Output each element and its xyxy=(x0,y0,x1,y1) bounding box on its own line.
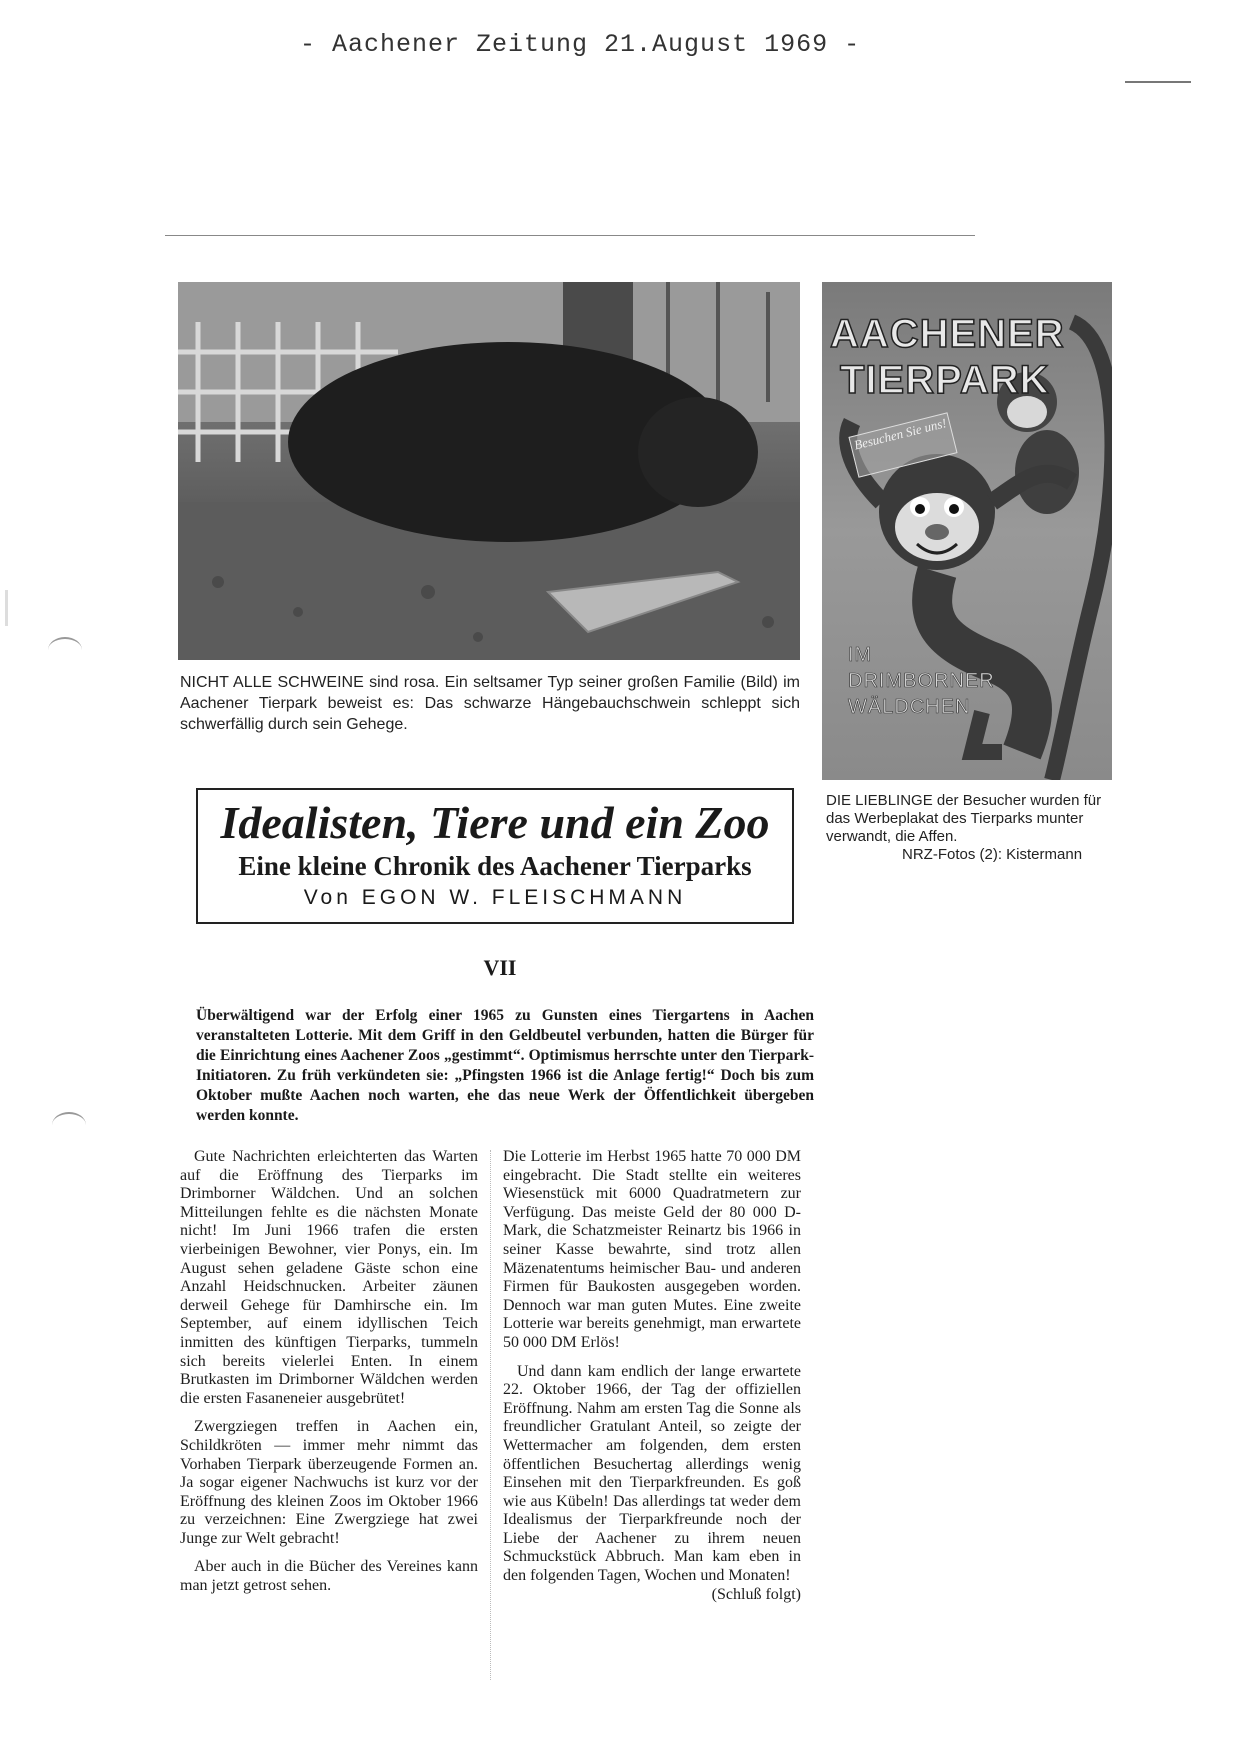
margin-mark xyxy=(5,590,8,626)
paragraph xyxy=(503,1362,801,1603)
clipping-edge-rule xyxy=(165,235,975,236)
paragraph: Aber auch in die Bücher des Vereines kann man jetzt getrost sehen. xyxy=(180,1558,478,1595)
byline: Von EGON W. FLEISCHMANN xyxy=(303,886,687,909)
column-divider xyxy=(490,1150,491,1680)
margin-rule xyxy=(1125,81,1191,83)
header-line: - Aachener Zeitung 21.August 1969 - xyxy=(300,30,861,59)
poster-caption: DIE LIEBLINGE der Besucher wurden für das Werbeplakat des Tierparks munter verwandt, die Affen. xyxy=(826,792,1102,845)
poster-sign: Besuchen Sie uns! xyxy=(848,412,957,477)
paragraph: Zwergziegen treffen in Aachen ein, Schildkröten — immer mehr nimmt das Vorhaben Tierpark überzeugende Formen an. Ja sogar eigener Nachwuchs ist kurz vor der Eröffnung des kleinen Zoos im Oktober 1966 zu verzeichnen: Eine Zwergziege hat zwei Junge zur Welt gebracht! xyxy=(180,1418,478,1547)
poster-title-line2: TIERPARK xyxy=(840,358,1050,402)
poster-caption-block xyxy=(826,792,1126,864)
zoo-poster xyxy=(822,282,1112,780)
headline-box xyxy=(196,788,794,924)
punch-hole-mark xyxy=(52,1112,86,1138)
lead-paragraph: Überwältigend war der Erfolg einer 1965 zu Gunsten eines Tiergartens in Aachen veranstalteten Lotterie. Mit dem Griff in den Geldbeutel verbunden, hatten die Bürger für die Einrichtung eines Aachener Zoos „gestimmt“. Optimismus herrschte unter den Tierpark-Initiatoren. Zu früh verkündeten sie: „Pfingsten 1966 ist die Anlage fertig!“ Doch bis zum Oktober mußte Aachen noch warten, ehe das neue Werk der Öffentlichkeit übergeben werden konnte. xyxy=(196,1007,814,1124)
poster-sub-line2: DRIMBORNER xyxy=(848,670,995,692)
pig-photo-caption: NICHT ALLE SCHWEINE sind rosa. Ein seltsamer Typ seiner großen Familie (Bild) im Aachener Tierpark beweist es: Das schwarze Hängebauchschwein schleppt sich schwerfällig durch sein Gehege. xyxy=(180,674,800,733)
to-be-continued: (Schluß folgt) xyxy=(711,1585,801,1603)
photo-credit: NRZ-Fotos (2): Kistermann xyxy=(902,846,1083,863)
poster-sub-line1: IM xyxy=(848,644,873,666)
paragraph-text: Und dann kam endlich der lange erwartete 22. Oktober 1966, der Tag der offiziellen Eröffnung. Nahm am ersten Tag die Sonne als freundlicher Gratulant Anteil, so zeigte der Wettermacher am folgenden, dem ersten öffentlichen Besuchertag allerdings wenig Einsehen mit den Tierparkfreunden. Es goß wie aus Kübeln! Das allerdings tat weder dem Idealismus der Tierparkfreunde noch der Liebe der Aachener zu ihrem neuen Schmuckstück Abbruch. Man kam eben in den folgenden Tagen, Wochen und Monaten! xyxy=(503,1362,801,1585)
pig-photo-drawing xyxy=(178,282,800,660)
punch-hole-mark xyxy=(48,637,82,663)
part-number: VII xyxy=(483,955,517,980)
poster-sub-line3: WÄLDCHEN xyxy=(848,696,971,718)
paragraph: Gute Nachrichten erleichterten das Warten auf die Eröffnung des Tierparks im Drimborner Wäldchen. Und an solchen Mitteilungen fehlte es die nächsten Monate nicht! Im Juni 1966 trafen die ersten vierbeinigen Bewohner, vier Ponys, ein. Im August sehen geladene Gäste schon eine Anzahl Heidschnucken. Arbeiter zäunen derweil Gehege für Damhirsche ein. Im September, auf einem idyllischen Teich inmitten des künftigen Tierparks, tummeln sich bereits vielerlei Enten. In einem Brutkasten im Drimborner Wäldchen werden die ersten Fasaneneier ausgebrütet! xyxy=(180,1148,478,1407)
subheadline: Eine kleine Chronik des Aachener Tierparks xyxy=(238,851,752,881)
pig-photo xyxy=(178,282,800,660)
article-column-right xyxy=(503,1148,801,1604)
headline: Idealisten, Tiere und ein Zoo xyxy=(220,797,770,848)
paragraph: Die Lotterie im Herbst 1965 hatte 70 000 DM eingebracht. Die Stadt stellte ein weiteres Wiesenstück mit 6000 Quadratmetern zur Verfügung. Das meiste Geld der 80 000 D-Mark, die Schatzmeister Reinartz bis 1966 in seiner Kasse bewahrte, sind trotz allen Mäzenatentums heimischer Bau- und anderen Firmen für Baukosten ausgegeben worden. Dennoch war man guten Mutes. Eine zweite Lotterie war bereits genehmigt, man erwartete 50 000 DM Erlös! xyxy=(503,1148,801,1351)
article-column-left xyxy=(180,1148,478,1596)
poster-title-line1: AACHENER xyxy=(830,312,1065,356)
